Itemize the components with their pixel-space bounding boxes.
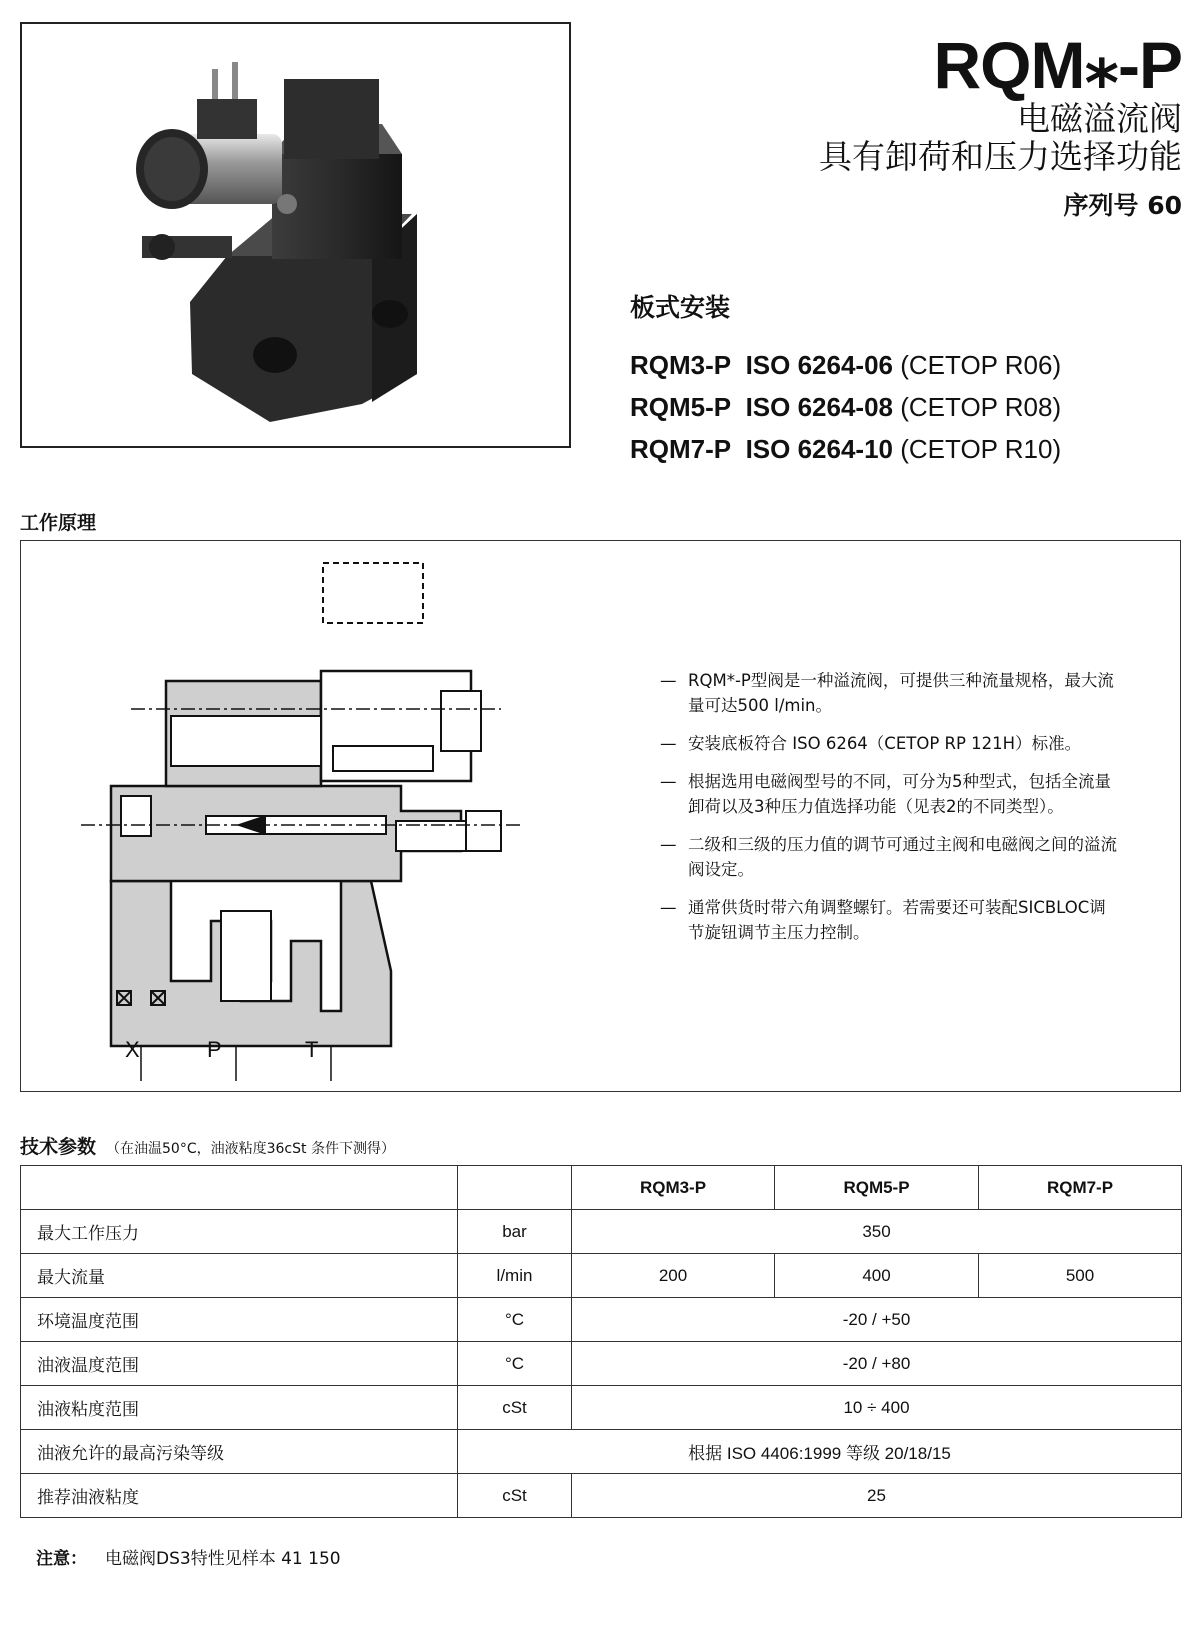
row-unit: bar [458,1210,572,1254]
port-label-p: P [207,1037,222,1062]
row-value: 400 [775,1254,979,1298]
row-label: 油液粘度范围 [21,1386,458,1430]
params-title: 技术参数 [20,1136,97,1158]
cetop-standard: (CETOP R08) [900,392,1062,422]
bullet-text: 根据选用电磁阀型号的不同，可分为5种型式，包括全流量卸荷以及3种压力值选择功能（见表2的不同类型）。 [688,772,1111,816]
model-name: RQM⁎-P [933,28,1182,102]
bullet-item: — 根据选用电磁阀型号的不同，可分为5种型式，包括全流量卸荷以及3种压力值选择功能（见表2的不同类型）。 [660,772,1111,816]
principle-heading: 工作原理 [20,512,97,534]
row-value: -20 / +50 [572,1298,1182,1342]
series-value: 60 [1147,191,1182,220]
subtitle-line-1: 电磁溢流阀 [1017,99,1182,138]
row-label: 油液温度范围 [21,1342,458,1386]
model-code: RQM7-P [630,434,732,464]
model-code: RQM3-P [630,350,732,380]
row-value: 500 [979,1254,1182,1298]
title-block [819,30,1182,222]
table-header-cell: RQM7-P [979,1166,1182,1210]
spec-table [20,1165,1182,1518]
mounting-row [630,386,1061,428]
table-row [21,1254,1182,1298]
product-photo [20,22,571,448]
bullet-item: — RQM*-P型阀是一种溢流阀，可提供三种流量规格，最大流量可达500 l/min。 [660,671,1114,715]
cetop-standard: (CETOP R06) [900,350,1062,380]
table-row [21,1474,1182,1518]
row-value: 200 [572,1254,775,1298]
mounting-row [630,428,1061,470]
row-value: 350 [572,1210,1182,1254]
iso-standard: ISO 6264-06 [745,350,894,380]
table-header-cell [21,1166,458,1210]
valve-cross-section-diagram [21,541,661,1089]
principle-bullets [660,668,1122,958]
table-header-cell: RQM3-P [572,1166,775,1210]
row-unit: cSt [458,1474,572,1518]
model-code: RQM5-P [630,392,732,422]
table-row [21,1430,1182,1474]
table-row [21,1210,1182,1254]
table-header-row [21,1166,1182,1210]
row-value: -20 / +80 [572,1342,1182,1386]
row-unit: cSt [458,1386,572,1430]
row-value: 10 ÷ 400 [572,1386,1182,1430]
series-number [819,186,1182,222]
bullet-item: — 通常供货时带六角调整螺钉。若需要还可装配SICBLOC调节旋钮调节主压力控制。 [660,898,1106,942]
row-label: 最大流量 [21,1254,458,1298]
row-value: 25 [572,1474,1182,1518]
iso-standard: ISO 6264-08 [745,392,894,422]
table-row [21,1298,1182,1342]
row-unit: l/min [458,1254,572,1298]
mounting-row [630,344,1061,386]
bullet-text: RQM*-P型阀是一种溢流阀，可提供三种流量规格，最大流量可达500 l/min。 [688,671,1114,715]
valve-photo-illustration [22,24,569,446]
port-label-t: T [305,1037,319,1062]
params-subtitle: （在油温50°C，油液粘度36cSt 条件下测得） [106,1141,395,1157]
bullet-text: 二级和三级的压力值的调节可通过主阀和电磁阀之间的溢流阀设定。 [688,835,1117,879]
row-value: 根据 ISO 4406:1999 等级 20/18/15 [458,1430,1182,1474]
mounting-heading: 板式安装 [630,293,731,322]
params-heading [20,1132,395,1159]
series-label: 序列号 [1063,191,1139,220]
row-unit: °C [458,1342,572,1386]
bullet-text: 安装底板符合 ISO 6264（CETOP RP 121H）标准。 [688,734,1082,753]
bullet-item: — 安装底板符合 ISO 6264（CETOP RP 121H）标准。 [660,734,1082,753]
table-row [21,1386,1182,1430]
table-row [21,1342,1182,1386]
port-label-x: X [125,1037,140,1062]
row-label: 环境温度范围 [21,1298,458,1342]
cetop-standard: (CETOP R10) [900,434,1062,464]
subtitle-line-2: 具有卸荷和压力选择功能 [819,137,1182,176]
bullet-text: 通常供货时带六角调整螺钉。若需要还可装配SICBLOC调节旋钮调节主压力控制。 [688,898,1106,942]
table-header-cell [458,1166,572,1210]
note-text: 电磁阀DS3特性见样本 41 150 [105,1549,341,1569]
bullet-item: — 二级和三级的压力值的调节可通过主阀和电磁阀之间的溢流阀设定。 [660,835,1117,879]
note [36,1544,341,1569]
row-label: 推荐油液粘度 [21,1474,458,1518]
row-label: 油液允许的最高污染等级 [21,1430,458,1474]
row-label: 最大工作压力 [21,1210,458,1254]
table-header-cell: RQM5-P [775,1166,979,1210]
note-label: 注意： [36,1549,87,1569]
row-unit: °C [458,1298,572,1342]
mounting-info [630,288,1061,470]
iso-standard: ISO 6264-10 [745,434,894,464]
